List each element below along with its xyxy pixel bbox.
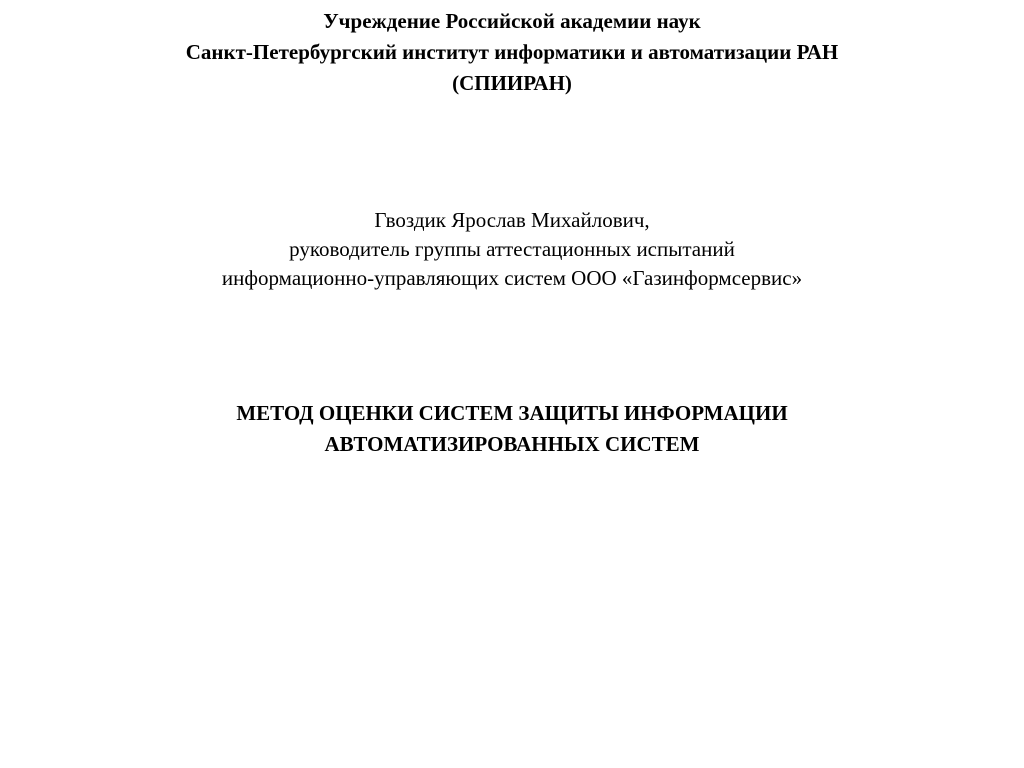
institution-header: [0, 6, 1024, 99]
document-title: [0, 398, 1024, 460]
author-name: Гвоздик Ярослав Михайлович,: [374, 208, 650, 232]
institution-line-3: (СПИИРАН): [452, 71, 572, 95]
author-organization: информационно-управляющих систем ООО «Газинформсервис»: [221, 266, 803, 290]
title-line-1: МЕТОД ОЦЕНКИ СИСТЕМ ЗАЩИТЫ ИНФОРМАЦИИ: [236, 401, 788, 425]
author-position: руководитель группы аттестационных испытаний: [289, 237, 735, 261]
institution-line-1: Учреждение Российской академии наук: [323, 9, 701, 33]
institution-line-2: Санкт-Петербургский институт информатики и автоматизации РАН: [185, 40, 839, 64]
author-block: [0, 206, 1024, 293]
title-line-2: АВТОМАТИЗИРОВАННЫХ СИСТЕМ: [324, 432, 700, 456]
